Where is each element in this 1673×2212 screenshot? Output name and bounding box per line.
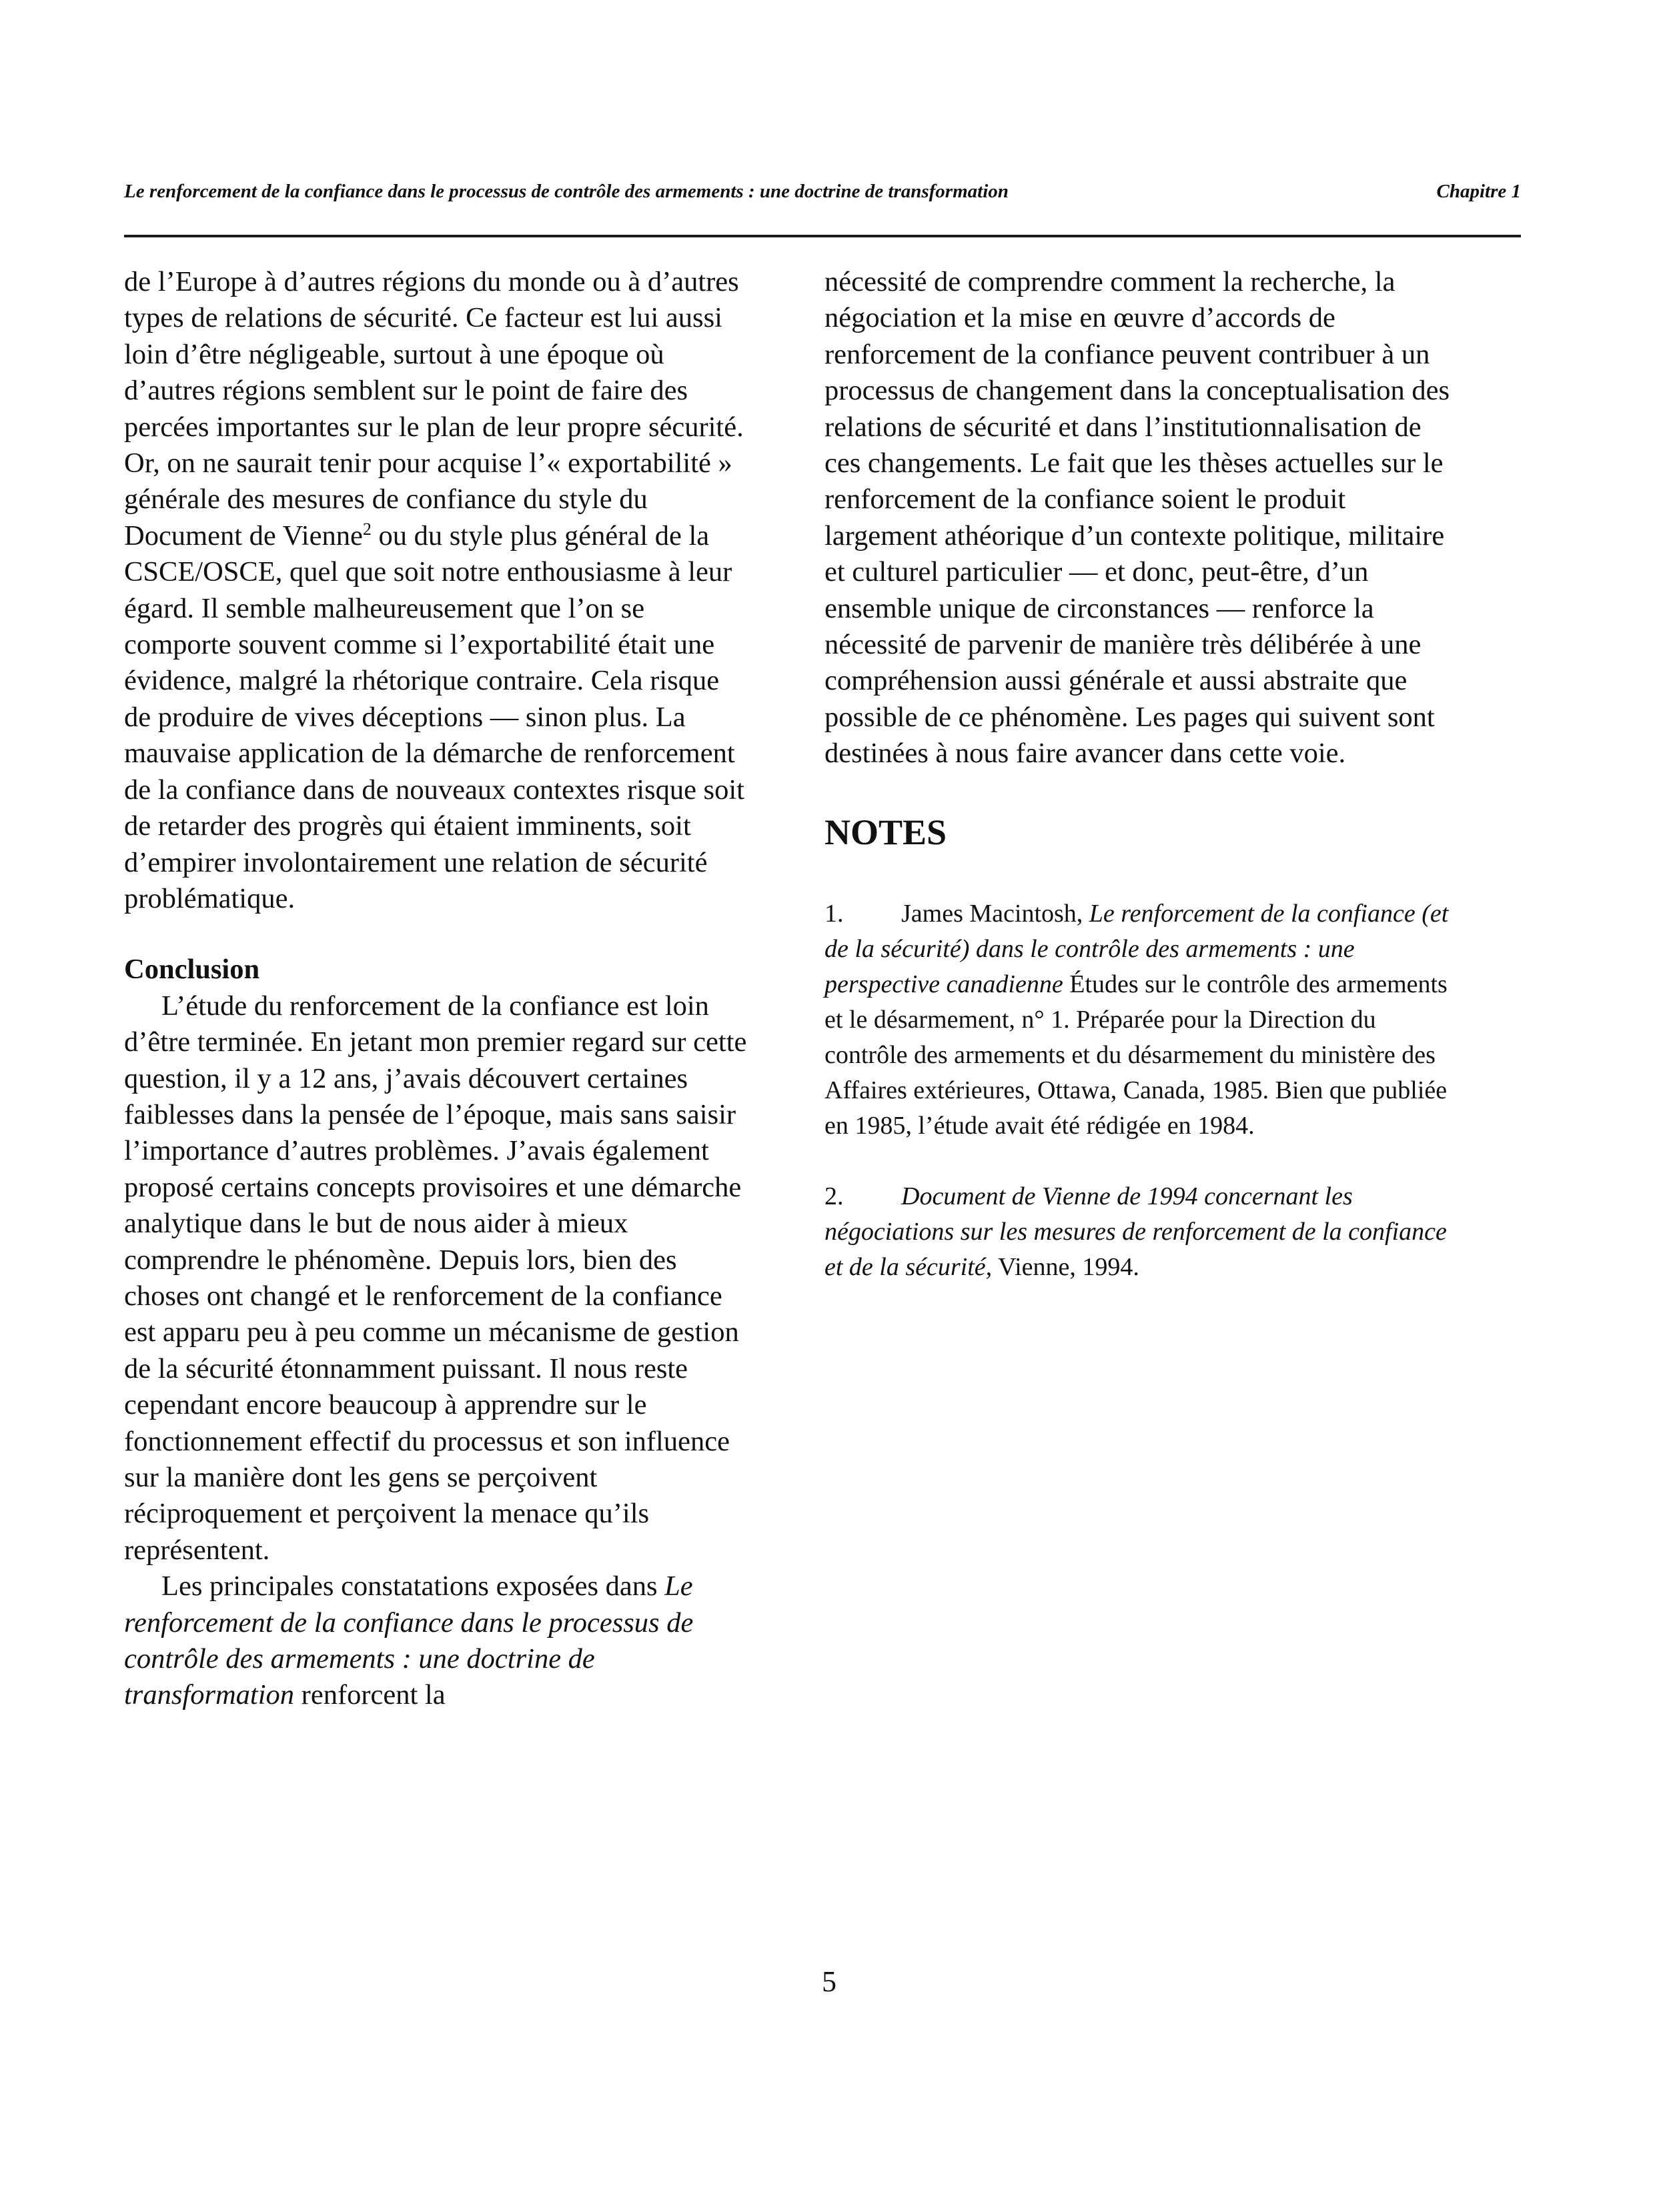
body-paragraph: nécessité de comprendre comment la recherche, la négociation et la mise en œuvre d’accords de renforcement de la confiance peuvent contribuer à un processus de changement dans la conceptualisation des relations de sécurité et dans l’institutionnalisation de ces changements. Le fait que les thèses actuelles sur le renforcement de la confiance soient le produit largement athéorique d’un contexte politique, militaire et culturel particulier — et donc, peut-être, d’un ensemble unique de circonstances — renforce la nécessité de parvenir de manière très délibérée à une compréhension aussi générale et aussi abstraite que possible de ce phénomène. Les pages qui suivent sont destinées à nous faire avancer dans cette voie.	[824, 266, 1450, 770]
note-item	[824, 1179, 1452, 1285]
header-title: Le renforcement de la confiance dans le processus de contrôle des armements : une doctrine de transformation	[124, 181, 1009, 202]
paragraph-text: de l’Europe à d’autres régions du monde ou à d’autres types de relations de sécurité. Ce facteur est lui aussi loin d’être négligeable, surtout à une époque où d’autres régions semblent sur le point de faire des percées importantes sur le plan de leur propre sécurité. Or, on ne saurait tenir pour acquise l’« exportabilité » générale des mesures de confiance du style du Document de Vienne	[124, 266, 744, 551]
section-heading: Conclusion	[124, 954, 260, 986]
italic-title: Le renforcement de la confiance dans le processus de contrôle des armements : une doctrine de transformation	[124, 1570, 694, 1711]
note-item	[824, 896, 1452, 1144]
notes-heading: NOTES	[824, 812, 947, 852]
body-paragraph	[124, 1568, 751, 1714]
note-title: Le renforcement de la confiance (et de la sécurité) dans le contrôle des armements : une perspective canadienne	[824, 899, 1449, 998]
footnote-ref: 2	[362, 519, 372, 539]
note-number: 2.	[824, 1182, 844, 1210]
page-number: 5	[822, 1965, 836, 1998]
paragraph-text: ou du style plus général de la CSCE/OSCE, quel que soit notre enthousiasme à leur égard. Il semble malheureusement que l’on se comporte souvent comme si l’exportabilité était une évidence, malgré la rhétorique contraire. Cela risque de produire de vives déceptions — sinon plus. La mauvaise application de la démarche de renforcement de la confiance dans de nouveaux contextes risque soit de retarder des progrès qui étaient imminents, soit d’empirer involontairement une relation de sécurité problématique.	[124, 519, 744, 914]
note-number: 1.	[824, 899, 844, 928]
note-details: Études sur le contrôle des armements et le désarmement, n° 1. Préparée pour la Direction du contrôle des armements et du désarmement du ministère des Affaires extérieures, Ottawa, Canada, 1985. Bien que publiée en 1985, l’étude avait été rédigée en 1984.	[824, 970, 1448, 1140]
paragraph-text: renforcent la	[294, 1679, 446, 1711]
body-paragraph: L’étude du renforcement de la confiance est loin d’être terminée. En jetant mon premier regard sur cette question, il y a 12 ans, j’avais découvert certaines faiblesses dans la pensée de l’époque, mais sans saisir l’importance d’autres problèmes. J’avais également proposé certains concepts provisoires et une démarche analytique dans le but de nous aider à mieux comprendre le phénomène. Depuis lors, bien des choses ont changé et le renforcement de la confiance est apparu peu à peu comme un mécanisme de gestion de la sécurité étonnamment puissant. Il nous reste cependant encore beaucoup à apprendre sur le fonctionnement effectif du processus et son influence sur la manière dont les gens se perçoivent réciproquement et perçoivent la menace qu’ils représentent.	[124, 990, 747, 1566]
body-paragraph	[124, 264, 751, 917]
note-details: Vienne, 1994.	[992, 1252, 1139, 1281]
left-column	[124, 264, 751, 1714]
running-header	[124, 178, 1521, 205]
note-author: James Macintosh,	[901, 899, 1089, 928]
note-title: Document de Vienne de 1994 concernant les négociations sur les mesures de renforcement de la confiance et de la sécurité,	[824, 1182, 1447, 1281]
header-rule	[124, 235, 1521, 237]
paragraph-text: Les principales constatations exposées dans	[161, 1570, 665, 1602]
right-column	[824, 264, 1452, 1320]
header-chapter: Chapitre 1	[1436, 181, 1521, 202]
